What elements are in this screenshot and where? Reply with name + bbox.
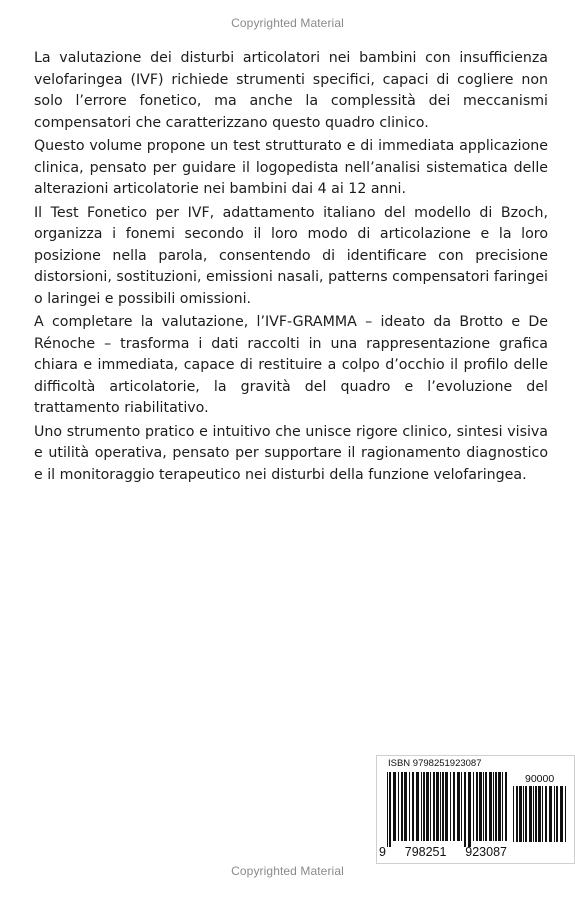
- paragraph-2: Questo volume propone un test strutturato e di immediata applicazione clinica, pensato per guidare il logopedista nell’analisi sistematica delle alterazioni articolatorie nei bambini dai 4 ai 12 anni.: [34, 138, 548, 197]
- barcode-bar: [401, 772, 403, 841]
- barcode-bar: [389, 772, 391, 847]
- barcode-bar: [483, 772, 484, 841]
- barcode-bar: [495, 772, 497, 841]
- barcode-bar: [461, 772, 462, 841]
- barcode-bar: [440, 772, 441, 841]
- price-code: 90000: [525, 773, 555, 785]
- barcode-bar: [398, 772, 399, 841]
- paragraph-4: A completare la valutazione, l’IVF-GRAMMA – ideato da Brotto e De Rénoche – trasforma i dati raccolti in una rappresentazione grafica chiara e immediata, capace di restituire a colpo d’occhio il profilo delle difficoltà articolatorie, la gravità del quadro e l’evoluzione del trattamento riabilitativo.: [34, 314, 548, 416]
- barcode-bar: [533, 786, 534, 842]
- barcode-bar: [513, 786, 514, 842]
- barcode-bar: [430, 772, 431, 841]
- barcode-bar: [423, 772, 425, 841]
- barcode-bar: [565, 786, 566, 842]
- barcode-bar: [404, 772, 407, 841]
- barcode-bar: [393, 772, 396, 841]
- barcode-bar: [542, 786, 543, 842]
- barcode-bar: [416, 772, 419, 841]
- paragraph-3: Il Test Fonetico per IVF, adattamento italiano del modello di Bzoch, organizza i fonemi secondo il loro modo di articolazione e la loro posizione nella parola, consentendo di identificare con precisione distorsioni, sostituzioni, emissioni nasali, patterns compensatori faringei o laringei e possibili omissioni.: [34, 204, 548, 307]
- barcode-bar: [560, 786, 563, 842]
- back-cover-text: [34, 48, 548, 488]
- paragraph-1: La valutazione dei disturbi articolatori nei bambini con insufficienza velofaringea (IVF) richiede strumenti specifici, capaci di cogliere non solo l’errore fonetico, ma anche la complessità dei meccanismi compensatori che caratterizzano questo quadro clinico.: [34, 50, 548, 131]
- isbn-label: ISBN 9798251923087: [388, 758, 482, 769]
- barcode-bar: [519, 786, 522, 842]
- barcode-bar: [421, 772, 422, 841]
- barcode-bar: [442, 772, 444, 841]
- barcode-bar: [450, 772, 451, 841]
- barcode-bar: [473, 772, 474, 841]
- isbn-digit-lead: 9: [379, 845, 386, 859]
- barcode-bar: [535, 786, 537, 842]
- barcode-bar: [529, 786, 532, 842]
- barcode-bar: [476, 772, 478, 841]
- ean13-bars: [387, 772, 509, 847]
- isbn-digits: [379, 845, 507, 859]
- addon-bars: [513, 786, 569, 854]
- isbn-barcode: [376, 755, 575, 864]
- barcode-bar: [426, 772, 429, 841]
- copyright-watermark-top: Copyrighted Material: [231, 16, 344, 30]
- barcode-bar: [549, 786, 552, 842]
- barcode-bar: [538, 786, 541, 842]
- barcode-bar: [464, 772, 466, 847]
- barcode-bar: [445, 772, 448, 841]
- barcode-bar: [436, 772, 439, 841]
- barcode-bar: [523, 786, 524, 842]
- barcode-bar: [485, 772, 487, 841]
- barcode-bar: [545, 786, 547, 842]
- barcode-bar: [453, 772, 455, 841]
- barcode-bar: [433, 772, 435, 841]
- isbn-digit-group-1: 798251: [404, 845, 447, 859]
- barcode-bar: [505, 772, 507, 841]
- copyright-watermark-bottom: Copyrighted Material: [231, 864, 344, 878]
- barcode-bar: [498, 772, 501, 841]
- barcode-bar: [502, 772, 503, 841]
- paragraph-5: Uno strumento pratico e intuitivo che unisce rigore clinico, sintesi visiva e utilità operativa, pensato per supportare il ragionamento diagnostico e il monitoraggio terapeutico nei disturbi della funzione velofaringea.: [34, 423, 548, 483]
- barcode-bar: [409, 772, 410, 841]
- barcode-bar: [554, 786, 555, 842]
- barcode-bar: [516, 786, 518, 842]
- barcode-bar: [387, 772, 388, 847]
- barcode-bar: [479, 772, 482, 841]
- barcode-bar: [556, 786, 558, 842]
- barcode-bar: [412, 772, 414, 841]
- barcode-bar: [489, 772, 492, 841]
- barcode-bar: [468, 772, 471, 847]
- barcode-bar: [525, 786, 527, 842]
- isbn-digit-group-2: 923087: [465, 845, 507, 859]
- barcode-bar: [457, 772, 460, 841]
- barcode-bar: [493, 772, 494, 841]
